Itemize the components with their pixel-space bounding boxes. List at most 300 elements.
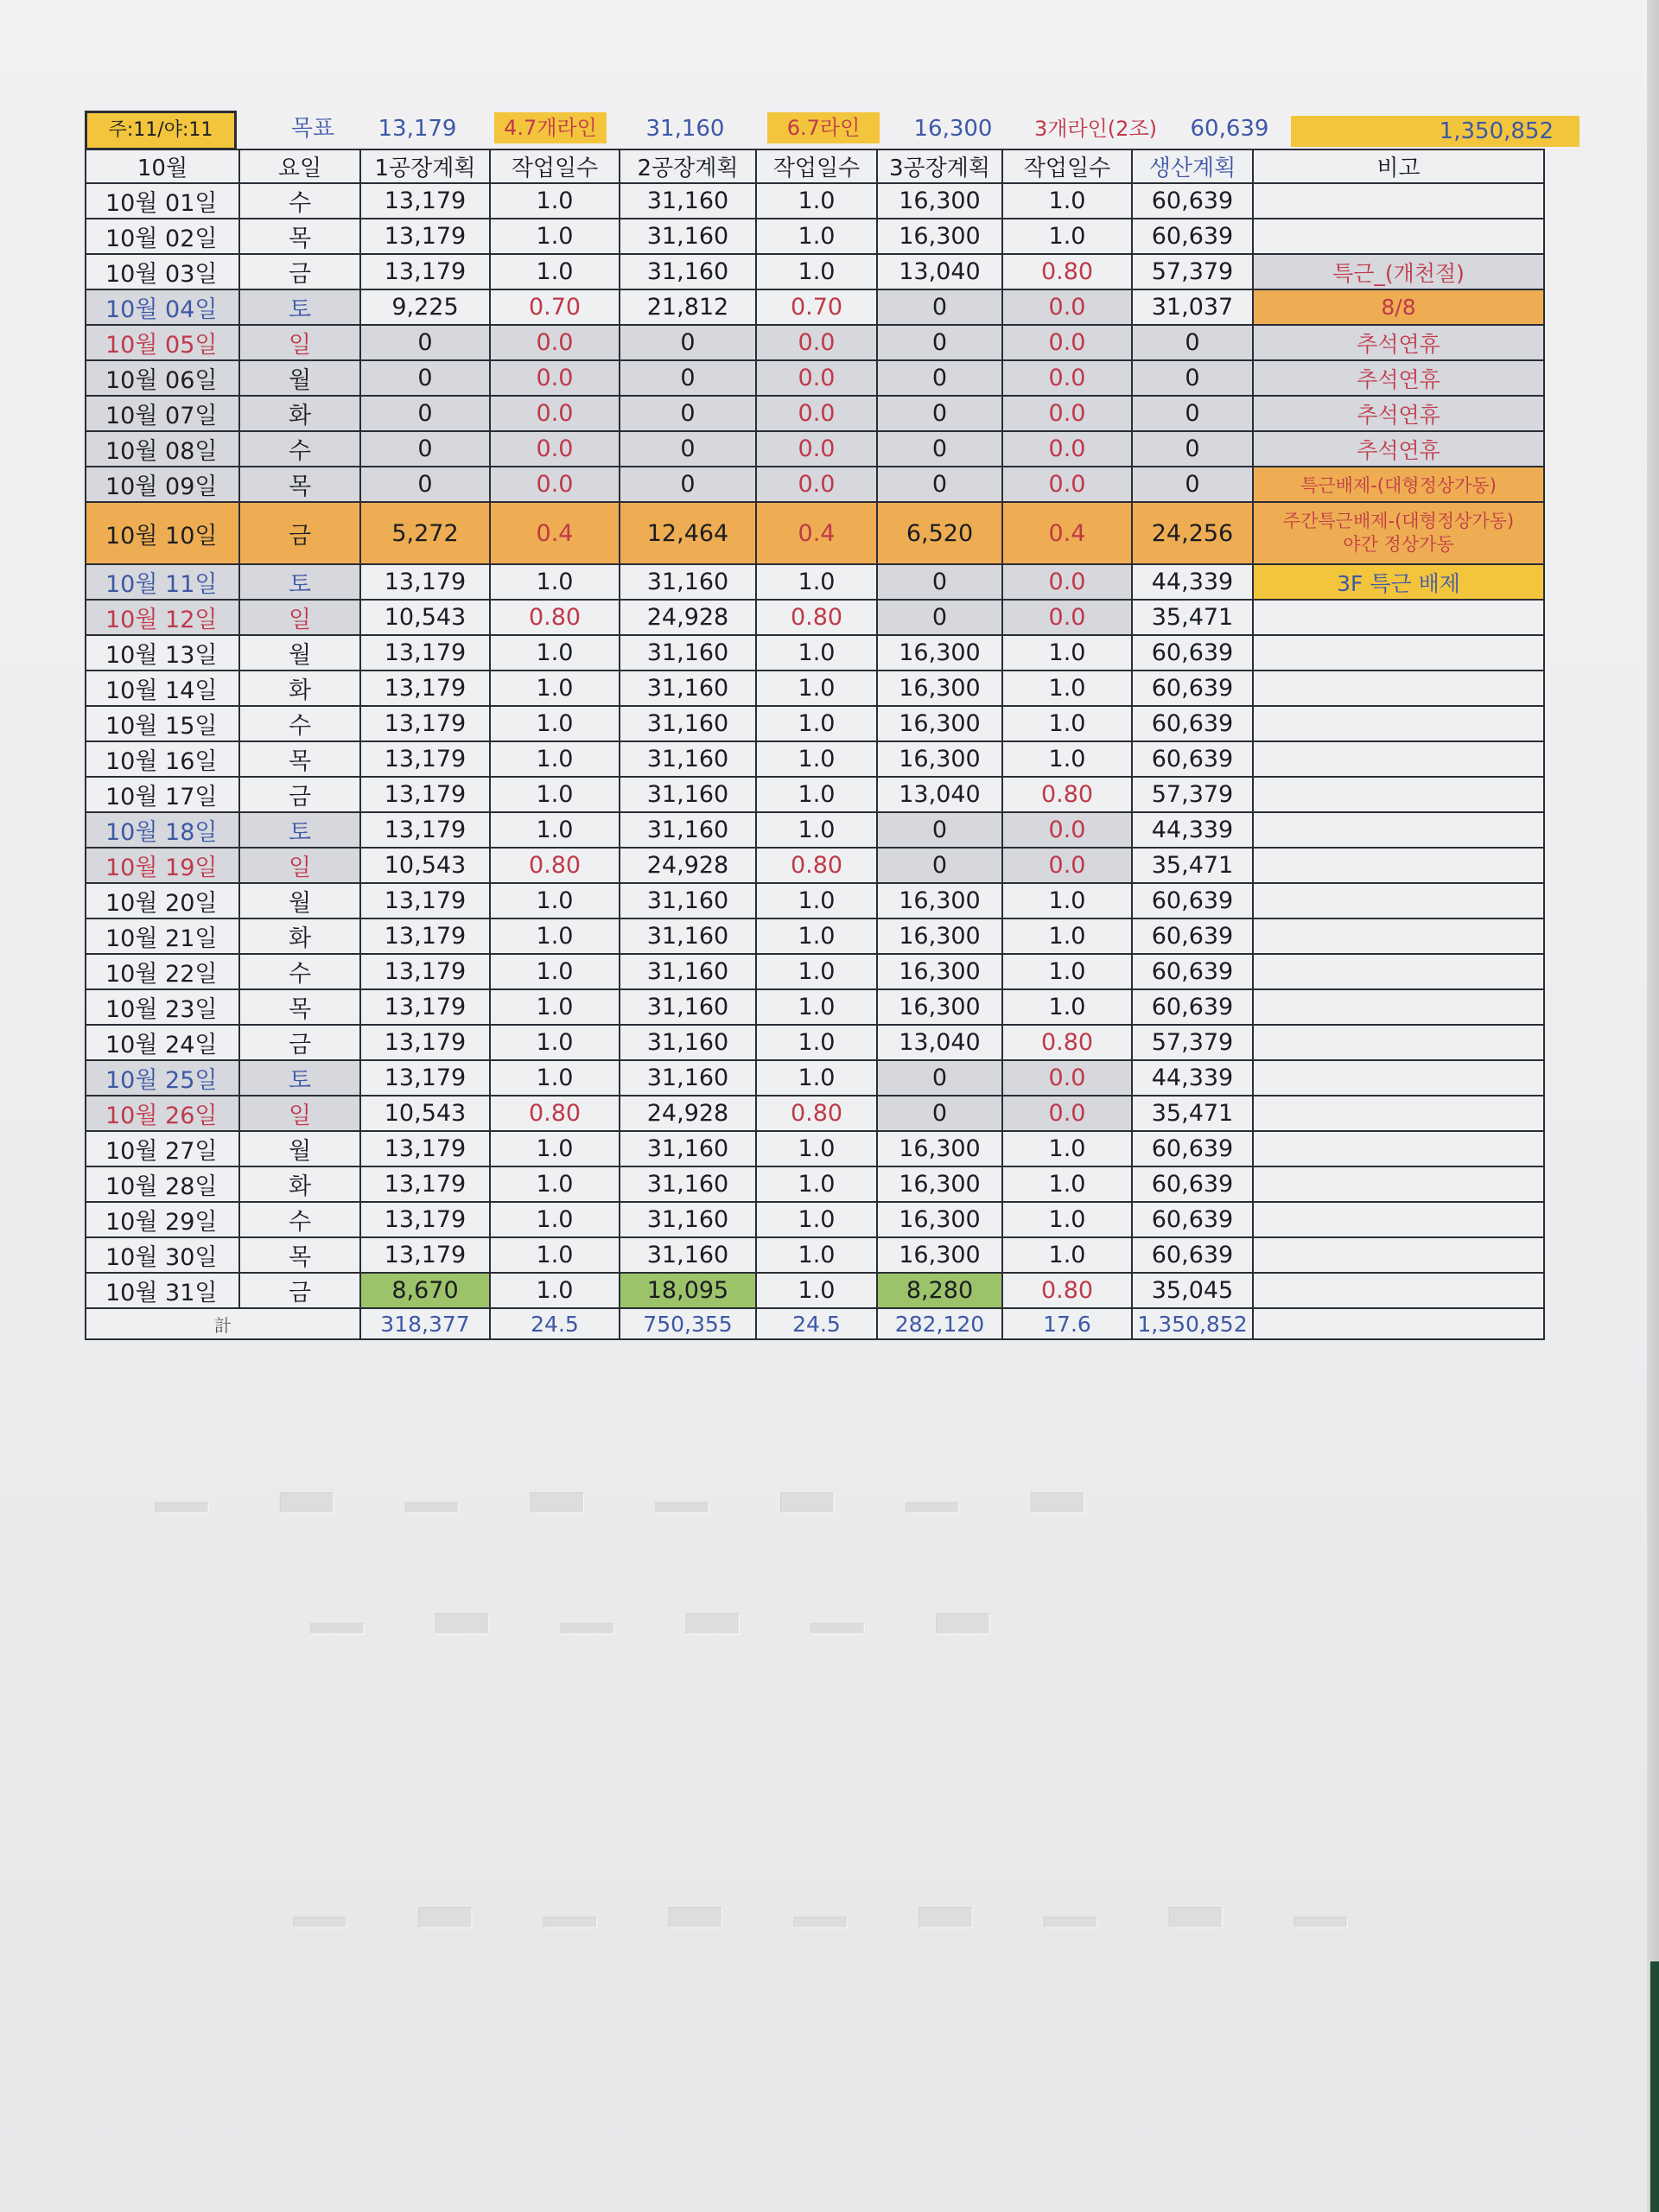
f3-target: 16,300 — [913, 116, 993, 142]
f3-plan-cell: 16,300 — [877, 219, 1002, 254]
table-row — [86, 706, 1544, 741]
total-plan-cell: 0 — [1132, 431, 1253, 467]
note-cell — [1253, 918, 1544, 954]
f2-days-cell: 1.0 — [756, 1166, 877, 1202]
f3-days-cell: 0.0 — [1002, 1060, 1132, 1096]
f3-days-cell: 0.0 — [1002, 812, 1132, 848]
table-row — [86, 671, 1544, 706]
f1-target: 13,179 — [378, 116, 457, 142]
total-d1-cell: 24.5 — [490, 1308, 620, 1339]
f1-plan-cell: 13,179 — [360, 883, 490, 918]
f1-days-cell: 0.80 — [490, 848, 620, 883]
weekday-cell: 토 — [239, 1060, 360, 1096]
table-row — [86, 741, 1544, 777]
col-header-f1-days: 작업일수 — [490, 149, 620, 183]
f3-days-cell: 1.0 — [1002, 219, 1132, 254]
f3-days-cell: 0.80 — [1002, 1025, 1132, 1060]
f2-plan-cell: 31,160 — [620, 671, 756, 706]
f3-days-cell: 1.0 — [1002, 706, 1132, 741]
f3-days-cell: 0.0 — [1002, 360, 1132, 396]
f2-plan-cell: 31,160 — [620, 918, 756, 954]
f2-plan-cell: 0 — [620, 467, 756, 502]
total-plan-cell: 60,639 — [1132, 1166, 1253, 1202]
f3-lines: 3개라인(2조) — [1033, 117, 1157, 141]
f2-days-cell: 1.0 — [756, 635, 877, 671]
header-row — [85, 109, 1580, 149]
weekday-cell: 토 — [239, 812, 360, 848]
note-cell — [1253, 600, 1544, 635]
weekday-cell: 금 — [239, 1273, 360, 1308]
f1-days-cell: 1.0 — [490, 183, 620, 219]
f3-plan-cell: 0 — [877, 289, 1002, 325]
col-header-total-plan: 생산계획 — [1132, 149, 1253, 183]
f3-days-cell: 1.0 — [1002, 635, 1132, 671]
total-plan-cell: 60,639 — [1132, 1237, 1253, 1273]
table-row — [86, 396, 1544, 431]
f2-plan-cell: 31,160 — [620, 1131, 756, 1166]
weekday-cell: 일 — [239, 600, 360, 635]
table-row — [86, 635, 1544, 671]
note-cell — [1253, 989, 1544, 1025]
weekday-cell: 수 — [239, 1202, 360, 1237]
col-header-month: 10월 — [86, 149, 239, 183]
f2-plan-cell: 31,160 — [620, 183, 756, 219]
production-plan-table — [85, 149, 1545, 1340]
date-cell: 10월 03일 — [86, 254, 239, 289]
f2-days-cell: 1.0 — [756, 918, 877, 954]
note-cell: 3F 특근 배제 — [1253, 564, 1544, 600]
total-plan-cell: 44,339 — [1132, 564, 1253, 600]
weekday-cell: 수 — [239, 431, 360, 467]
f1-days-cell: 0.0 — [490, 467, 620, 502]
f1-plan-cell: 13,179 — [360, 1025, 490, 1060]
f3-plan-cell: 0 — [877, 564, 1002, 600]
table-row — [86, 918, 1544, 954]
date-cell: 10월 19일 — [86, 848, 239, 883]
note-cell — [1253, 502, 1544, 564]
f1-plan-cell: 10,543 — [360, 1096, 490, 1131]
note-line: 주간특근배제-(대형정상가동) — [1282, 511, 1515, 531]
table-row — [86, 1060, 1544, 1096]
note-cell — [1253, 706, 1544, 741]
f3-plan-cell: 16,300 — [877, 741, 1002, 777]
table-row — [86, 360, 1544, 396]
f3-plan-cell: 16,300 — [877, 883, 1002, 918]
f3-plan-cell: 13,040 — [877, 1025, 1002, 1060]
total-plan-cell: 60,639 — [1132, 706, 1253, 741]
f2-days-cell: 0.80 — [756, 848, 877, 883]
f2-days-cell: 0.4 — [756, 502, 877, 564]
total-plan-cell: 57,379 — [1132, 254, 1253, 289]
total-d3-cell: 17.6 — [1002, 1308, 1132, 1339]
f1-days-cell: 1.0 — [490, 1166, 620, 1202]
total-plan-cell: 31,037 — [1132, 289, 1253, 325]
f2-plan-cell: 21,812 — [620, 289, 756, 325]
table-row — [86, 289, 1544, 325]
weekday-cell: 금 — [239, 777, 360, 812]
date-cell: 10월 24일 — [86, 1025, 239, 1060]
f2-plan-cell: 31,160 — [620, 706, 756, 741]
note-cell — [1253, 1025, 1544, 1060]
table-row — [86, 954, 1544, 989]
date-cell: 10월 31일 — [86, 1273, 239, 1308]
f3-plan-cell: 16,300 — [877, 989, 1002, 1025]
f3-plan-cell: 16,300 — [877, 635, 1002, 671]
f1-plan-cell: 13,179 — [360, 777, 490, 812]
f3-plan-cell: 16,300 — [877, 954, 1002, 989]
f3-days-cell: 1.0 — [1002, 954, 1132, 989]
total-plan-cell: 24,256 — [1132, 502, 1253, 564]
note-cell: 특근_(개천절) — [1253, 254, 1544, 289]
f1-days-cell: 1.0 — [490, 918, 620, 954]
f2-days-cell: 1.0 — [756, 777, 877, 812]
note-cell — [1253, 1131, 1544, 1166]
total-plan-cell: 60,639 — [1132, 741, 1253, 777]
table-row — [86, 183, 1544, 219]
f2-plan-cell: 31,160 — [620, 219, 756, 254]
f3-plan-cell: 6,520 — [877, 502, 1002, 564]
f1-plan-cell: 0 — [360, 431, 490, 467]
total-plan-cell: 35,045 — [1132, 1273, 1253, 1308]
weekday-cell: 금 — [239, 254, 360, 289]
total-f1-cell: 318,377 — [360, 1308, 490, 1339]
f1-plan-cell: 13,179 — [360, 219, 490, 254]
emboss-mark: ▁ ▂ ▁ ▂ ▁ ▂ ▁ ▂ — [156, 1434, 1109, 1512]
total-plan-cell: 0 — [1132, 467, 1253, 502]
f2-days-cell: 1.0 — [756, 954, 877, 989]
f3-days-cell: 0.0 — [1002, 564, 1132, 600]
weekday-cell: 화 — [239, 1166, 360, 1202]
f2-days-cell: 1.0 — [756, 564, 877, 600]
date-cell: 10월 17일 — [86, 777, 239, 812]
total-plan-cell: 0 — [1132, 325, 1253, 360]
f2-days-cell: 1.0 — [756, 706, 877, 741]
f2-plan-cell: 0 — [620, 396, 756, 431]
total-f2-cell: 750,355 — [620, 1308, 756, 1339]
f2-plan-cell: 31,160 — [620, 1202, 756, 1237]
note-cell: 추석연휴 — [1253, 360, 1544, 396]
f2-plan-cell: 31,160 — [620, 777, 756, 812]
date-cell: 10월 28일 — [86, 1166, 239, 1202]
f2-plan-cell: 31,160 — [620, 883, 756, 918]
f1-days-cell: 1.0 — [490, 1060, 620, 1096]
total-plan-cell: 60,639 — [1132, 918, 1253, 954]
date-cell: 10월 10일 — [86, 502, 239, 564]
total-plan-cell: 35,471 — [1132, 600, 1253, 635]
note-cell: 8/8 — [1253, 289, 1544, 325]
weekday-cell: 목 — [239, 467, 360, 502]
f3-plan-cell: 16,300 — [877, 1237, 1002, 1273]
total-d2-cell: 24.5 — [756, 1308, 877, 1339]
f1-plan-cell: 8,670 — [360, 1273, 490, 1308]
f2-days-cell: 1.0 — [756, 741, 877, 777]
table-row — [86, 1202, 1544, 1237]
note-cell — [1253, 741, 1544, 777]
date-cell: 10월 05일 — [86, 325, 239, 360]
note-cell — [1253, 183, 1544, 219]
table-row — [86, 1237, 1544, 1273]
f2-plan-cell: 31,160 — [620, 254, 756, 289]
f2-lines: 6.7라인 — [767, 112, 880, 143]
weekday-cell: 월 — [239, 360, 360, 396]
table-body — [86, 149, 1544, 1339]
total-plan-cell: 57,379 — [1132, 777, 1253, 812]
totals-label: 計 — [86, 1308, 360, 1339]
f3-days-cell: 0.0 — [1002, 467, 1132, 502]
note-cell — [1253, 883, 1544, 918]
f2-days-cell: 1.0 — [756, 1131, 877, 1166]
col-header-f1-plan: 1공장계획 — [360, 149, 490, 183]
total-total-cell: 1,350,852 — [1132, 1308, 1253, 1339]
f3-days-cell: 1.0 — [1002, 741, 1132, 777]
f2-days-cell: 1.0 — [756, 812, 877, 848]
weekday-cell: 월 — [239, 883, 360, 918]
note-cell — [1253, 1273, 1544, 1308]
f1-plan-cell: 13,179 — [360, 741, 490, 777]
f1-plan-cell: 13,179 — [360, 918, 490, 954]
total-plan-cell: 60,639 — [1132, 954, 1253, 989]
weekday-cell: 수 — [239, 954, 360, 989]
f2-days-cell: 1.0 — [756, 1060, 877, 1096]
table-row — [86, 502, 1544, 564]
f3-plan-cell: 13,040 — [877, 254, 1002, 289]
f1-days-cell: 0.0 — [490, 325, 620, 360]
date-cell: 10월 29일 — [86, 1202, 239, 1237]
f3-days-cell: 1.0 — [1002, 918, 1132, 954]
table-row — [86, 812, 1544, 848]
col-header-notes: 비고 — [1253, 149, 1544, 183]
date-cell: 10월 16일 — [86, 741, 239, 777]
f1-days-cell: 1.0 — [490, 1131, 620, 1166]
table-row — [86, 219, 1544, 254]
f3-days-cell: 1.0 — [1002, 1131, 1132, 1166]
f2-plan-cell: 31,160 — [620, 635, 756, 671]
total-plan-cell: 44,339 — [1132, 1060, 1253, 1096]
f2-days-cell: 1.0 — [756, 671, 877, 706]
f2-days-cell: 1.0 — [756, 219, 877, 254]
f1-plan-cell: 13,179 — [360, 1166, 490, 1202]
total-plan-cell: 35,471 — [1132, 848, 1253, 883]
f2-days-cell: 0.0 — [756, 360, 877, 396]
f1-days-cell: 1.0 — [490, 219, 620, 254]
f1-plan-cell: 13,179 — [360, 254, 490, 289]
note-cell — [1253, 635, 1544, 671]
weekday-cell: 목 — [239, 219, 360, 254]
f1-plan-cell: 0 — [360, 396, 490, 431]
date-cell: 10월 06일 — [86, 360, 239, 396]
f1-plan-cell: 13,179 — [360, 706, 490, 741]
col-header-f2-days: 작업일수 — [756, 149, 877, 183]
table-row — [86, 431, 1544, 467]
f2-plan-cell: 31,160 — [620, 1060, 756, 1096]
f2-days-cell: 1.0 — [756, 1025, 877, 1060]
weekday-cell: 일 — [239, 1096, 360, 1131]
f3-plan-cell: 16,300 — [877, 671, 1002, 706]
f2-plan-cell: 24,928 — [620, 1096, 756, 1131]
f2-plan-cell: 31,160 — [620, 564, 756, 600]
table-row — [86, 848, 1544, 883]
f1-plan-cell: 9,225 — [360, 289, 490, 325]
f1-plan-cell: 13,179 — [360, 812, 490, 848]
date-cell: 10월 02일 — [86, 219, 239, 254]
f3-days-cell: 0.0 — [1002, 848, 1132, 883]
f3-days-cell: 0.0 — [1002, 1096, 1132, 1131]
f3-plan-cell: 0 — [877, 396, 1002, 431]
note-cell — [1253, 219, 1544, 254]
f3-plan-cell: 0 — [877, 812, 1002, 848]
note-cell: 추석연휴 — [1253, 325, 1544, 360]
date-cell: 10월 20일 — [86, 883, 239, 918]
f2-days-cell: 0.0 — [756, 467, 877, 502]
note-cell — [1253, 954, 1544, 989]
f2-plan-cell: 31,160 — [620, 741, 756, 777]
f2-plan-cell: 31,160 — [620, 1025, 756, 1060]
weekday-cell: 토 — [239, 564, 360, 600]
weekday-cell: 목 — [239, 741, 360, 777]
f3-plan-cell: 16,300 — [877, 706, 1002, 741]
target-label: 목표 — [290, 116, 335, 142]
f2-days-cell: 0.0 — [756, 431, 877, 467]
note-cell: 추석연휴 — [1253, 396, 1544, 431]
date-cell: 10월 25일 — [86, 1060, 239, 1096]
f1-days-cell: 1.0 — [490, 706, 620, 741]
table-row — [86, 600, 1544, 635]
f2-days-cell: 0.80 — [756, 1096, 877, 1131]
f1-plan-cell: 13,179 — [360, 635, 490, 671]
f1-days-cell: 1.0 — [490, 883, 620, 918]
emboss-mark: ▁ ▂ ▁ ▂ ▁ ▂ ▁ ▂ ▁ — [294, 1849, 1373, 1927]
f2-days-cell: 0.80 — [756, 600, 877, 635]
f1-plan-cell: 13,179 — [360, 564, 490, 600]
weekday-cell: 일 — [239, 325, 360, 360]
date-cell: 10월 13일 — [86, 635, 239, 671]
f2-plan-cell: 12,464 — [620, 502, 756, 564]
total-target: 60,639 — [1190, 116, 1269, 142]
note-cell: 특근배제-(대형정상가동) — [1253, 467, 1544, 502]
totals-note-cell — [1253, 1308, 1544, 1339]
f2-days-cell: 1.0 — [756, 183, 877, 219]
note-cell — [1253, 777, 1544, 812]
f1-plan-cell: 13,179 — [360, 183, 490, 219]
f1-days-cell: 0.0 — [490, 396, 620, 431]
f2-days-cell: 1.0 — [756, 1202, 877, 1237]
f2-plan-cell: 31,160 — [620, 989, 756, 1025]
note-cell — [1253, 812, 1544, 848]
f2-target: 31,160 — [645, 116, 725, 142]
weekday-cell: 금 — [239, 1025, 360, 1060]
table-row — [86, 1273, 1544, 1308]
f1-plan-cell: 0 — [360, 325, 490, 360]
note-cell — [1253, 1202, 1544, 1237]
f2-plan-cell: 31,160 — [620, 1166, 756, 1202]
f1-days-cell: 0.4 — [490, 502, 620, 564]
weekday-cell: 목 — [239, 1237, 360, 1273]
background-corner — [1650, 1961, 1659, 2212]
total-plan-cell: 60,639 — [1132, 183, 1253, 219]
table-row — [86, 467, 1544, 502]
date-cell: 10월 21일 — [86, 918, 239, 954]
f3-plan-cell: 8,280 — [877, 1273, 1002, 1308]
total-plan-cell: 60,639 — [1132, 883, 1253, 918]
table-row — [86, 1131, 1544, 1166]
f1-days-cell: 1.0 — [490, 1202, 620, 1237]
weekday-cell: 수 — [239, 706, 360, 741]
f3-days-cell: 1.0 — [1002, 1237, 1132, 1273]
table-row — [86, 989, 1544, 1025]
f1-days-cell: 1.0 — [490, 812, 620, 848]
date-cell: 10월 22일 — [86, 954, 239, 989]
f1-plan-cell: 13,179 — [360, 1237, 490, 1273]
table-row — [86, 883, 1544, 918]
f3-days-cell: 1.0 — [1002, 671, 1132, 706]
emboss-mark: ▁ ▂ ▁ ▂ ▁ ▂ — [311, 1555, 1014, 1633]
total-f3-cell: 282,120 — [877, 1308, 1002, 1339]
table-row — [86, 564, 1544, 600]
col-header-f3-plan: 3공장계획 — [877, 149, 1002, 183]
date-cell: 10월 18일 — [86, 812, 239, 848]
f3-days-cell: 0.0 — [1002, 289, 1132, 325]
f2-days-cell: 1.0 — [756, 883, 877, 918]
total-plan-cell: 60,639 — [1132, 635, 1253, 671]
f1-days-cell: 0.80 — [490, 600, 620, 635]
f2-plan-cell: 31,160 — [620, 1237, 756, 1273]
note-cell: 추석연휴 — [1253, 431, 1544, 467]
weekday-cell: 월 — [239, 635, 360, 671]
total-plan-cell: 0 — [1132, 360, 1253, 396]
f3-days-cell: 0.0 — [1002, 396, 1132, 431]
f3-plan-cell: 13,040 — [877, 777, 1002, 812]
note-cell — [1253, 1237, 1544, 1273]
f3-plan-cell: 0 — [877, 1096, 1002, 1131]
date-cell: 10월 07일 — [86, 396, 239, 431]
shift-label: 주:11/야:11 — [85, 111, 237, 150]
f1-days-cell: 1.0 — [490, 777, 620, 812]
f3-days-cell: 0.0 — [1002, 600, 1132, 635]
f2-days-cell: 1.0 — [756, 254, 877, 289]
totals-row — [86, 1308, 1544, 1339]
date-cell: 10월 23일 — [86, 989, 239, 1025]
f2-plan-cell: 31,160 — [620, 954, 756, 989]
f3-plan-cell: 0 — [877, 848, 1002, 883]
f3-plan-cell: 16,300 — [877, 1131, 1002, 1166]
weekday-cell: 월 — [239, 1131, 360, 1166]
f1-plan-cell: 10,543 — [360, 600, 490, 635]
f3-days-cell: 1.0 — [1002, 183, 1132, 219]
f1-plan-cell: 13,179 — [360, 671, 490, 706]
f1-days-cell: 1.0 — [490, 254, 620, 289]
total-plan-cell: 60,639 — [1132, 1202, 1253, 1237]
f3-days-cell: 0.80 — [1002, 1273, 1132, 1308]
f1-days-cell: 1.0 — [490, 741, 620, 777]
date-cell: 10월 14일 — [86, 671, 239, 706]
table-row — [86, 1166, 1544, 1202]
note-line: 야간 정상가동 — [1343, 534, 1454, 555]
col-header-f2-plan: 2공장계획 — [620, 149, 756, 183]
note-cell — [1253, 848, 1544, 883]
f1-plan-cell: 13,179 — [360, 1060, 490, 1096]
f2-plan-cell: 24,928 — [620, 848, 756, 883]
f1-days-cell: 0.70 — [490, 289, 620, 325]
date-cell: 10월 11일 — [86, 564, 239, 600]
note-cell — [1253, 1060, 1544, 1096]
f1-days-cell: 0.80 — [490, 1096, 620, 1131]
date-cell: 10월 01일 — [86, 183, 239, 219]
f2-days-cell: 1.0 — [756, 1237, 877, 1273]
weekday-cell: 토 — [239, 289, 360, 325]
f2-days-cell: 1.0 — [756, 1273, 877, 1308]
f1-plan-cell: 0 — [360, 360, 490, 396]
f1-plan-cell: 0 — [360, 467, 490, 502]
